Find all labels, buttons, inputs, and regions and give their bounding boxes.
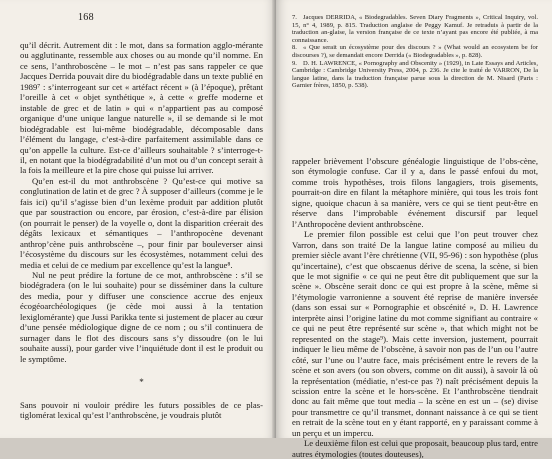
right-body-text: [292, 156, 538, 459]
left-body-text: [20, 40, 263, 420]
section-break-asterisk: *: [139, 377, 144, 388]
paragraph: Le premier filon possible est celui que l’on peut trouver chez Varron, dans son traité De la langue latine composé au milieu du premier siècle avant l’ère chrétienne (VII, 95-96) : son hypothèse (plus qu’incertaine), c’est que obscaenus dérive de scena, la scène, si bien que le mot signifie « ce qui ne peut être dit publiquement que sur la scène ». Obscène serait donc ce qui est propre à la scène, même si l’étymologie varronienne a souvent été reprise de manière inversée (dans son essai sur « Pornographie et obscénité », D. H. Lawrence interprète ainsi l’origine latine du mot comme signifiant au contraire « ce qui ne peut être représenté sur scène », that which might not be represented on the stage⁹). Mais cette inversion, justement, pourrait indiquer le lieu même de l’obscène, à savoir non pas de l’un ou l’autre côté, sur l’une ou l’autre face, mais précisément entre le revers de la scène et son avers (ou son obvers, comme on dit aussi), à savoir là où la représentation (médiatie, n’est-ce pas ?) naît précisément depuis la scission entre la scène et le hors-scène. Et l’anthrobscène tiendrait donc au fait même que tout media – la scène en est un – (se) divise pour transmettre ce qu’il transmet, donnant naissance à ce qui se tient en retrait de la scène tout en y étant rapporté, en y paraissant comme à un perçu et un impercu.: [292, 229, 538, 438]
paragraph: rappeler brièvement l’obscure généalogie linguistique de l’obs-cène, son étymologie confuse. Car il y a, dans le passé enfoui du mot, comme trois hypothèses, trois filons langagiers, trois gisements, pourrait-on dire en filant la métaphore minière, qui tous les trois font signe, quoique chacun à sa manière, vers ce qui se tient peut-être en réserve dans l’improbable événement discursif par lequel l’Anthropocène devient anthrobscène.: [292, 156, 538, 229]
paragraph: Le deuxième filon est celui que proposait, beaucoup plus tard, entre autres étymologies (toutes douteuses),: [292, 438, 538, 459]
footnote: 8. « Que serait un écosystème pour des discours ? » (What would an ecosystem be for discourses ?), se demandait encore Derrida (« Biodegradables », p. 828).: [292, 44, 538, 59]
paragraph: Qu’en est-il du mot anthrobscène ? Qu’est-ce qui motive sa conglutination de latin et de grec ? À supposer d’ailleurs (comme je le fais ici) qu’il s’agisse bien d’un lexème produit par addition plutôt que par soustraction ou encore, par érosion, c’est-à-dire par élision (on pourrait le penser) de la voyelle o, dont la disparition créerait des dégâts lexicaux et sémantiques – l’anthropocène devenant anthrop’cène puis anthrobscène –, pour finir par bouleverser ainsi l’écosystème du discours sur les écosystèmes, notamment celui des media et celui de ce medium par excellence qu’est la langue⁸.: [20, 175, 263, 270]
footnote: 9. D. H. LAWRENCE, « Pornography and Obscenity » (1929), in Late Essays and Articles, Cambridge : Cambridge University Press, 2004, p. 236. Je cite le traité de VARRON, De la langue latine, dans la traduction française parue sous la direction de M. Nisard (Paris : Garnier frères, 1850, p. 538).: [292, 59, 538, 90]
left-page: [0, 0, 276, 438]
paragraph: qu’il décrit. Autrement dit : le mot, dans sa formation agglo-mérante ou agglutinante, ressemble aux choses ou au monde qu’il nomme. En ce sens, l’anthroboscène – le mot – n’est pas sans rappeler ce que Jacques Derrida pouvait dire du biodégradable dans un texte publié en 1989⁷ : s’interrogeant sur cet « artéfact récent » (à l’époque), prêtant l’oreille à cet « objet synthétique », à cette « greffe moderne et instable de grec et de latin » qui « n’appartient pas au composé organique d’une unique langue naturelle », il se demande si le mot biodégradable est lui-même biodégradable, décomposable dans l’élément du langage, c’est-à-dire parfaitement assimilable dans ce qu’on appelle la culture. Est-ce d’ailleurs souhaitable ? s’interroge-t-il, en notant que la biodégradabilité d’un mot ou d’un concept serait à la fois la meilleure et la pire chose qui puisse lui arriver.: [20, 40, 263, 176]
page-number: 168: [78, 12, 94, 23]
footnote: 7. Jacques DERRIDA, « Biodegradables. Seven Diary Fragments », Critical Inquiry, vol. 15, n° 4, 1989, p. 815. Traduction anglaise de Peggy Kamuf. Je retraduis à partir de la traduction an-glaise, la version française de ce texte n’ayant pas encore été publiée, à ma connaissance.: [292, 14, 538, 44]
footnotes: [292, 14, 538, 90]
paragraph: Nul ne peut prédire la fortune de ce mot, anthrobscène : s’il se biodégradera (on le lui souhaite) pour se disséminer dans la culture des media, pour y diffuser une conscience accrue des enjeux écogéoarchéologiques (je cède moi aussi à la tentation lexiglomérante) que Jussi Parikka tente si justement de placer au cœur d’une pensée médiologique digne de ce nom ; ou s’il continuera de surnager dans le flot des discours sans s’y dissoudre (on le lui souhaite aussi), pour garder vive l’inquiétude dont il est le produit ou le symptôme.: [20, 269, 263, 364]
paragraph: Sans pouvoir ni vouloir prédire les futurs possibles de ce plas-tiglomérat lexical qu’est l’anthrobscène, je voudrais plutôt: [20, 399, 263, 420]
